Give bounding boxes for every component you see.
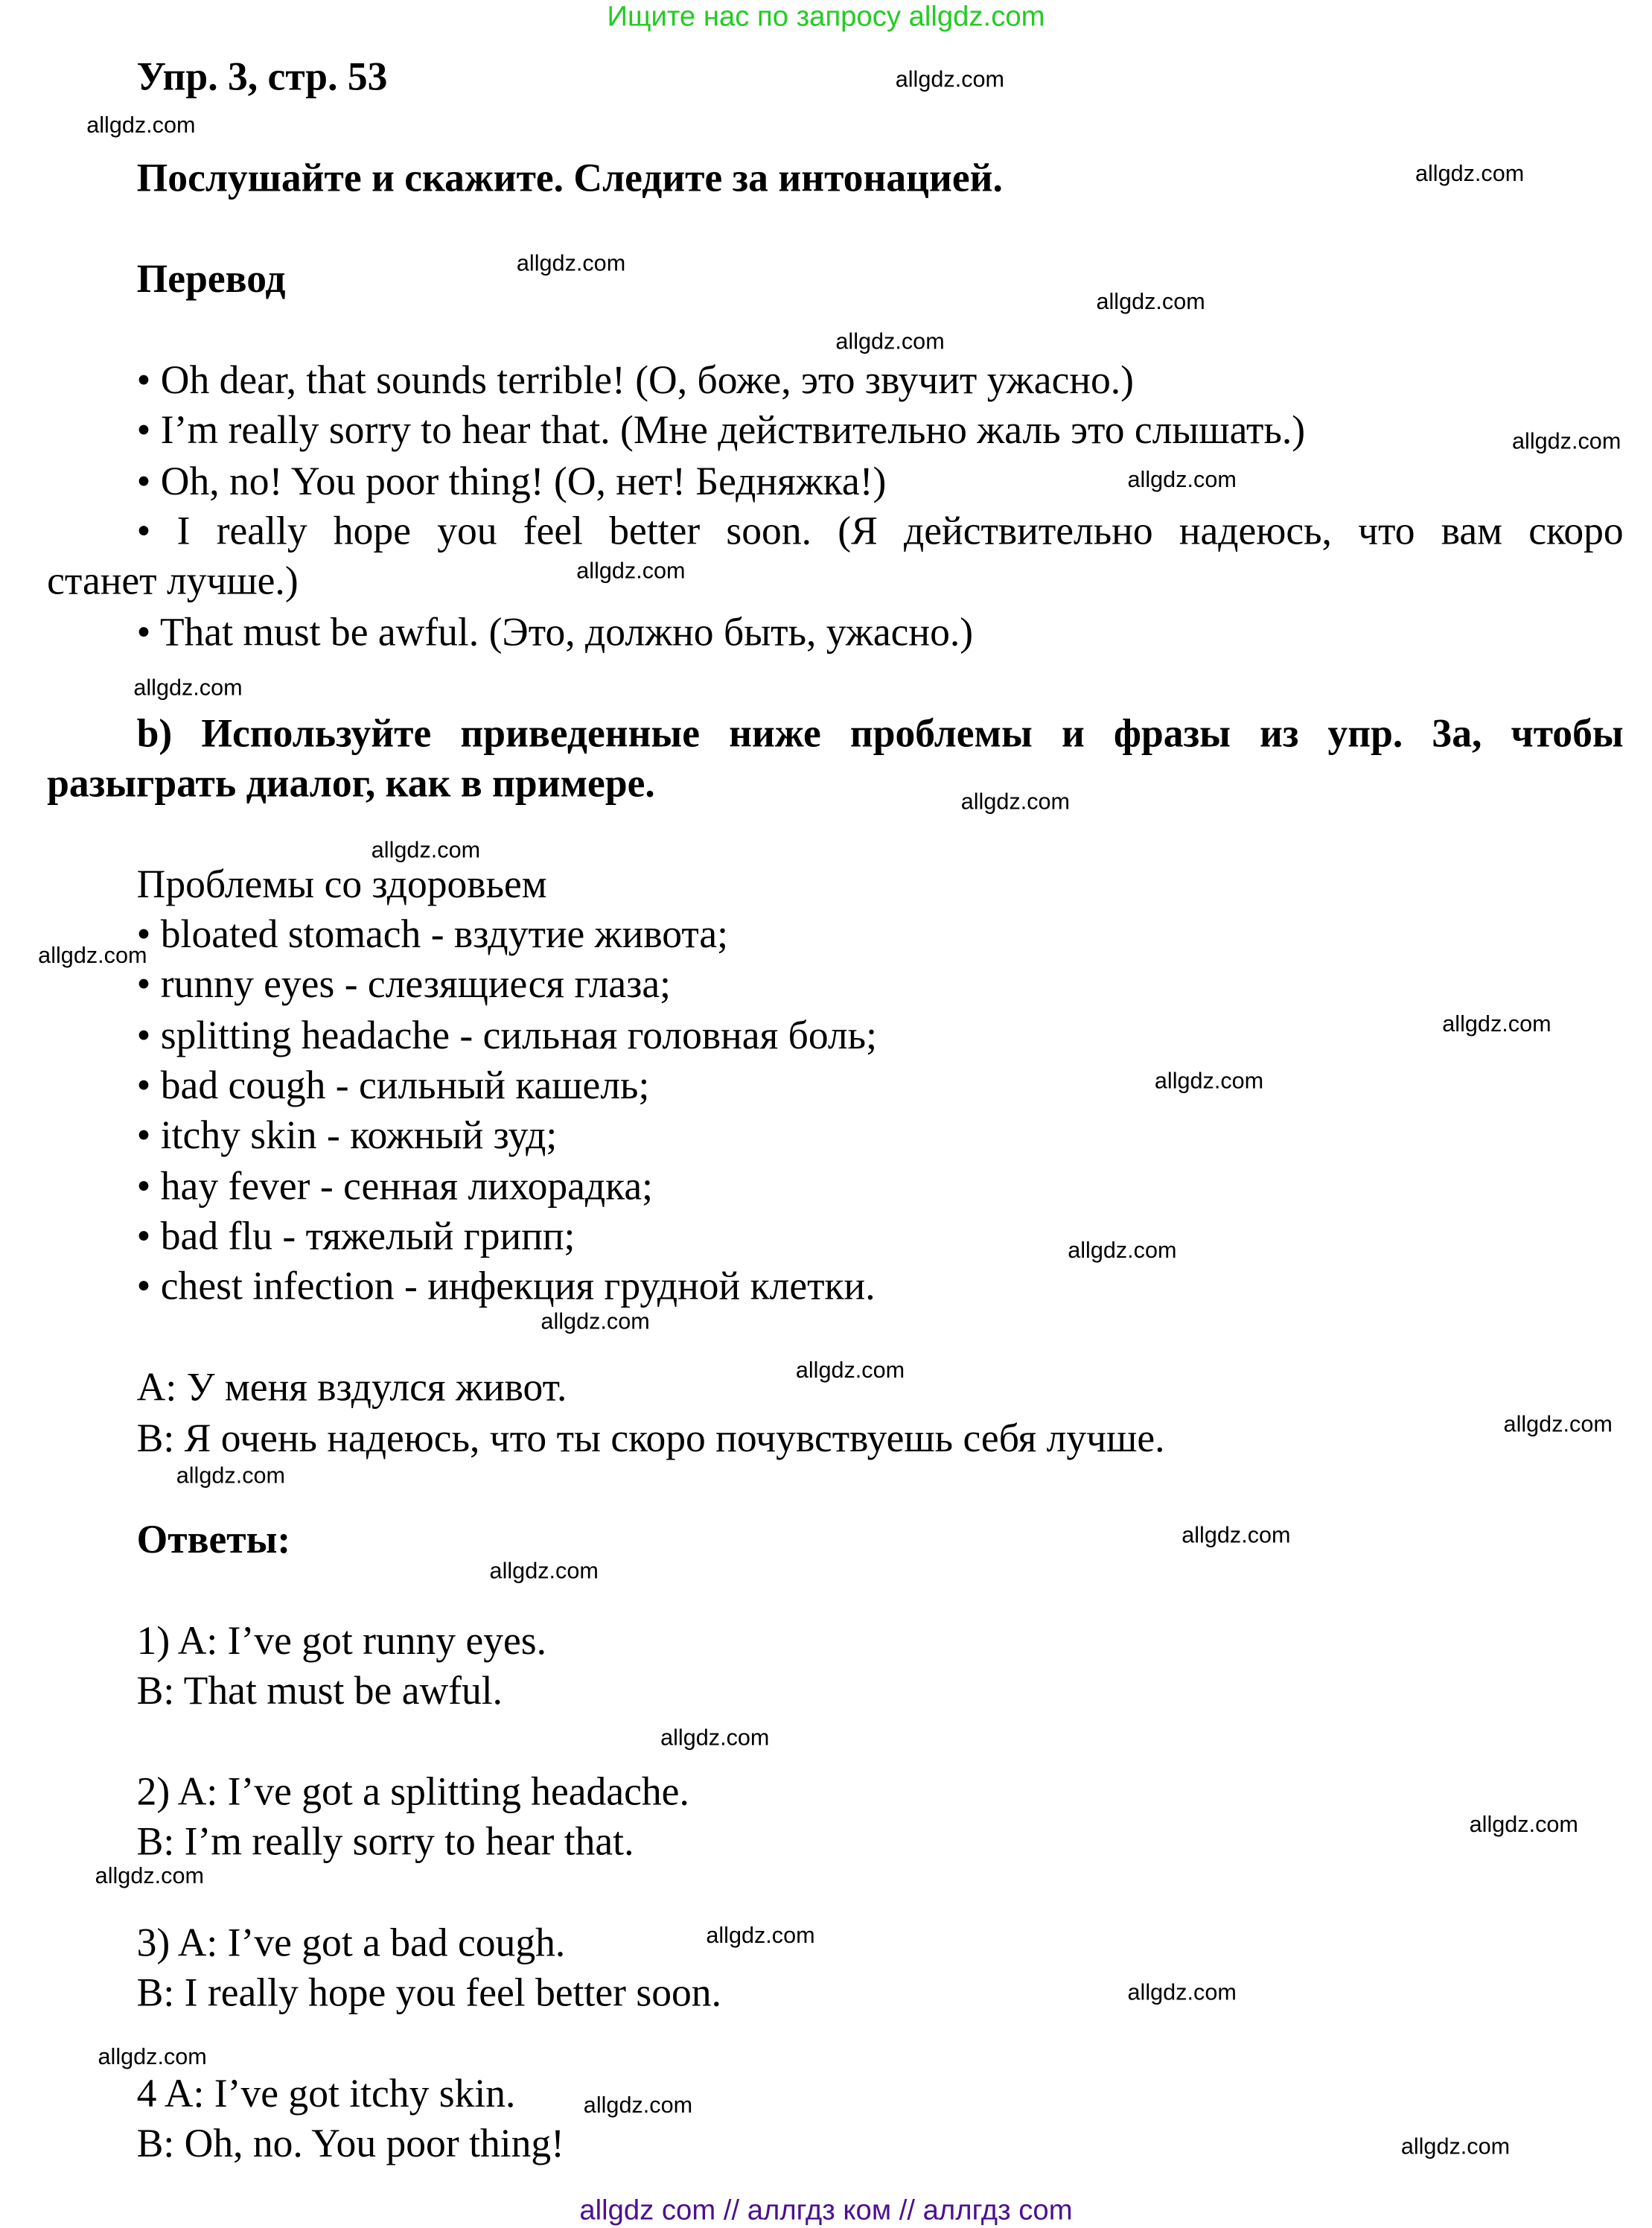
watermark: allgdz.com [1503, 1413, 1613, 1438]
watermark: allgdz.com [176, 1464, 286, 1489]
phrase-line: станет лучше.) [47, 559, 299, 605]
watermark: allgdz.com [133, 676, 243, 701]
watermark: allgdz.com [895, 68, 1005, 93]
task-a-instruction: Послушайте и скажите. Следите за интонацией. [136, 156, 1003, 201]
watermark: allgdz.com [706, 1924, 815, 1949]
phrase-line: • I really hope you feel better soon. (Я действительно надеюсь, что вам скоро [136, 509, 1624, 555]
task-b-instruction: b) Используйте приведенные ниже проблемы и фразы из упр. 3а, чтобы [136, 712, 1624, 757]
watermark: allgdz.com [835, 330, 945, 355]
watermark: allgdz.com [1096, 290, 1205, 315]
answer-line: B: Oh, no. You poor thing! [136, 2122, 565, 2167]
watermark: allgdz.com [86, 114, 196, 139]
watermark: allgdz.com [1068, 1239, 1177, 1264]
phrase-line: • I’m really sorry to hear that. (Мне действительно жаль это слышать.) [136, 409, 1306, 453]
watermark: allgdz.com [371, 838, 481, 864]
answer-line: B: I really hope you feel better soon. [136, 1971, 721, 2016]
watermark: allgdz.com [1469, 1813, 1578, 1838]
problem-item: • runny eyes - слезящиеся глаза; [136, 963, 672, 1008]
phrase-line: • That must be awful. (Это, должно быть, ужасно.) [136, 611, 974, 655]
phrase-line: • Oh dear, that sounds terrible! (О, боже, это звучит ужасно.) [136, 359, 1135, 404]
answer-line: B: That must be awful. [136, 1669, 503, 1714]
problem-item: • bloated stomach - вздутие живота; [136, 913, 729, 958]
watermark: allgdz.com [1512, 430, 1621, 455]
problem-item: • bad flu - тяжелый грипп; [136, 1215, 575, 1260]
answers-heading: Ответы: [136, 1518, 291, 1563]
exercise-title: Упр. 3, стр. 53 [136, 55, 388, 100]
watermark: allgdz.com [1181, 1524, 1291, 1549]
watermark: allgdz.com [1127, 1981, 1237, 2006]
watermark: allgdz.com [1400, 2135, 1511, 2159]
example-line: В: Я очень надеюсь, что ты скоро почувствуешь себя лучше. [136, 1417, 1165, 1462]
watermark: allgdz.com [1442, 1013, 1551, 1037]
problem-item: • hay fever - сенная лихорадка; [136, 1165, 654, 1210]
watermark: allgdz.com [1127, 468, 1237, 493]
watermark: allgdz.com [660, 1726, 770, 1751]
answer-line: 1) A: I’ve got runny eyes. [136, 1619, 547, 1664]
watermark: allgdz.com [1154, 1069, 1264, 1095]
problem-item: • splitting headache - сильная головная боль; [136, 1013, 877, 1059]
example-line: А: У меня вздулся живот. [136, 1366, 567, 1410]
footer-links[interactable]: allgdz com // аллгдз ком // аллгдз com [579, 2194, 1073, 2227]
answer-line: B: I’m really sorry to hear that. [136, 1820, 634, 1865]
watermark: allgdz.com [576, 559, 686, 585]
watermark: allgdz.com [583, 2093, 693, 2119]
answer-line: 3) A: I’ve got a bad cough. [136, 1921, 566, 1966]
watermark: allgdz.com [516, 252, 626, 277]
watermark: allgdz.com [95, 1864, 204, 1889]
watermark: allgdz.com [98, 2045, 207, 2070]
watermark: allgdz.com [960, 790, 1071, 815]
search-banner[interactable]: Ищите нас по запросу allgdz.com [607, 1, 1045, 33]
translation-heading: Перевод [136, 258, 286, 302]
problem-item: • itchy skin - кожный зуд; [136, 1113, 558, 1159]
problem-item: • chest infection - инфекция грудной клетки. [136, 1264, 876, 1309]
watermark: allgdz.com [540, 1310, 650, 1335]
problems-heading: Проблемы со здоровьем [136, 863, 547, 908]
watermark: allgdz.com [795, 1358, 905, 1384]
task-b-instruction: разыграть диалог, как в примере. [47, 762, 655, 806]
watermark: allgdz.com [489, 1559, 599, 1585]
answer-line: 4 A: I’ve got itchy skin. [136, 2072, 516, 2117]
problem-item: • bad cough - сильный кашель; [136, 1063, 650, 1109]
answer-line: 2) A: I’ve got a splitting headache. [136, 1770, 689, 1815]
watermark: allgdz.com [38, 944, 147, 969]
phrase-line: • Oh, no! You poor thing! (О, нет! Бедняжка!) [136, 459, 887, 505]
watermark: allgdz.com [1415, 162, 1525, 187]
